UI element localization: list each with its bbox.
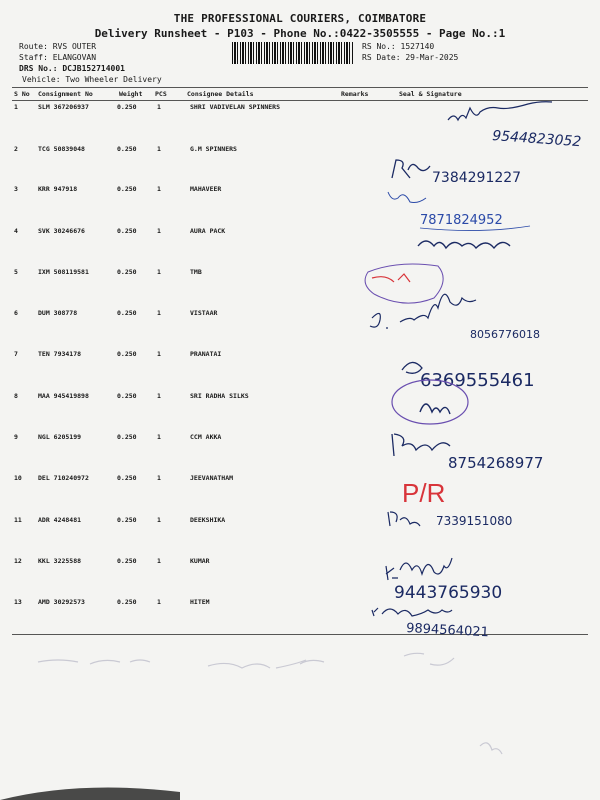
- row-pcs: 1: [157, 145, 161, 153]
- row-weight: 0.250: [117, 598, 137, 606]
- signature-12: [386, 558, 452, 580]
- row-pcs: 1: [157, 309, 161, 317]
- row-consignee: TMB: [190, 268, 202, 276]
- row-sno: 4: [14, 227, 18, 235]
- row-pcs: 1: [157, 433, 161, 441]
- signature-4-number: 7871824952: [420, 213, 503, 228]
- row-weight: 0.250: [117, 516, 137, 524]
- row-sno: 2: [14, 145, 18, 153]
- row-pcs: 1: [157, 350, 161, 358]
- signature-4: [388, 192, 426, 203]
- page-title: THE PROFESSIONAL COURIERS, COIMBATORE: [173, 12, 427, 25]
- row-weight: 0.250: [117, 392, 137, 400]
- row-sno: 10: [14, 474, 22, 482]
- col-consignee: Consignee Details: [187, 90, 254, 98]
- row-consignee: HITEM: [190, 598, 210, 606]
- row-consignee: CCM AKKA: [190, 433, 222, 441]
- col-remarks: Remarks: [341, 90, 369, 98]
- row-consignee: MAHAVEER: [190, 185, 222, 193]
- row-pcs: 1: [157, 268, 161, 276]
- rs-number: RS No.: 1527140: [362, 42, 435, 51]
- row-consignee: JEEVANATHAM: [190, 474, 234, 482]
- row-weight: 0.250: [117, 268, 137, 276]
- red-mark-5: [372, 274, 410, 282]
- row-consignment-no: MAA 945419898: [38, 392, 89, 400]
- signature-10-number: 8754268977: [448, 454, 544, 472]
- row-weight: 0.250: [117, 474, 137, 482]
- row-weight: 0.250: [117, 145, 137, 153]
- row-weight: 0.250: [117, 557, 137, 565]
- row-consignee: PRANATAI: [190, 350, 222, 358]
- row-sno: 1: [14, 103, 18, 111]
- signature-13-number: 9894564021: [405, 621, 490, 641]
- signature-7: [402, 362, 422, 373]
- rs-date: RS Date: 29-Mar-2025: [362, 53, 459, 62]
- col-consignment: Consignment No: [38, 90, 93, 98]
- scan-shadow: [0, 788, 180, 800]
- signature-11-number: 7339151080: [436, 514, 513, 528]
- row-consignment-no: NGL 6205199: [38, 433, 82, 441]
- signature-13: [372, 608, 452, 616]
- col-sno: S No: [14, 90, 30, 98]
- row-weight: 0.250: [117, 185, 137, 193]
- row-consignment-no: ADR 4248481: [38, 516, 82, 524]
- route-text: Route: RVS OUTER: [19, 42, 97, 51]
- row-consignment-no: DUM 308778: [38, 309, 78, 317]
- page-subtitle: Delivery Runsheet - P103 - Phone No.:0422-3505555 - Page No.:1: [94, 27, 506, 40]
- row-pcs: 1: [157, 557, 161, 565]
- signature-3-number: 7384291227: [432, 170, 522, 186]
- row-sno: 3: [14, 185, 18, 193]
- row-weight: 0.250: [117, 103, 137, 111]
- row-weight: 0.250: [117, 309, 137, 317]
- row-consignee: AURA PACK: [190, 227, 226, 235]
- row-sno: 12: [14, 557, 22, 565]
- row-pcs: 1: [157, 185, 161, 193]
- col-pcs: PCS: [155, 90, 167, 98]
- signature-6-number: 8056776018: [470, 328, 540, 341]
- signature-1: [448, 102, 552, 120]
- row-weight: 0.250: [117, 350, 137, 358]
- col-weight: Weight: [119, 90, 143, 98]
- row-consignment-no: SVK 30246676: [38, 227, 85, 235]
- signature-9: [392, 434, 450, 456]
- drs-number: DRS No.: DCJB152714001: [19, 64, 125, 73]
- tamil-signature-4: [418, 241, 510, 248]
- row-pcs: 1: [157, 227, 161, 235]
- row-pcs: 1: [157, 598, 161, 606]
- row-consignee: SRI RADHA SILKS: [190, 392, 249, 400]
- row-sno: 7: [14, 350, 18, 358]
- row-consignment-no: KKL 3225588: [38, 557, 82, 565]
- row-consignment-no: TEN 7934178: [38, 350, 82, 358]
- row-consignee: SHRI VADIVELAN SPINNERS: [190, 103, 281, 111]
- row-pcs: 1: [157, 516, 161, 524]
- row-pcs: 1: [157, 392, 161, 400]
- row-consignee: VISTAAR: [190, 309, 218, 317]
- pr-note: P/R: [402, 478, 446, 508]
- row-pcs: 1: [157, 474, 161, 482]
- row-sno: 9: [14, 433, 18, 441]
- signature-12-number: 9443765930: [394, 583, 503, 603]
- row-consignment-no: SLM 367206937: [38, 103, 89, 111]
- row-consignment-no: AMD 30292573: [38, 598, 85, 606]
- row-sno: 5: [14, 268, 18, 276]
- row-consignment-no: DEL 710240972: [38, 474, 89, 482]
- row-sno: 13: [14, 598, 22, 606]
- stamp-5: [365, 264, 443, 303]
- row-sno: 8: [14, 392, 18, 400]
- row-sno: 11: [14, 516, 22, 524]
- signature-3: [392, 160, 430, 178]
- row-sno: 6: [14, 309, 18, 317]
- signature-1-number: 9544823052: [491, 128, 582, 151]
- vehicle-text: Vehicle: Two Wheeler Delivery: [22, 75, 162, 84]
- col-seal-signature: Seal & Signature: [399, 90, 462, 98]
- row-consignee: DEEKSHIKA: [190, 516, 226, 524]
- row-consignment-no: TCG 50839048: [38, 145, 85, 153]
- signature-8: [420, 404, 450, 414]
- row-weight: 0.250: [117, 227, 137, 235]
- signature-8-number: 6369555461: [420, 370, 535, 391]
- row-consignee: KUMAR: [190, 557, 210, 565]
- row-consignment-no: KRR 947918: [38, 185, 78, 193]
- signature-11: [388, 512, 420, 526]
- row-consignee: G.M SPINNERS: [190, 145, 237, 153]
- row-consignment-no: IXM 508119581: [38, 268, 89, 276]
- row-pcs: 1: [157, 103, 161, 111]
- bleed-through-marks: [38, 653, 502, 754]
- staff-text: Staff: ELANGOVAN: [19, 53, 97, 62]
- row-weight: 0.250: [117, 433, 137, 441]
